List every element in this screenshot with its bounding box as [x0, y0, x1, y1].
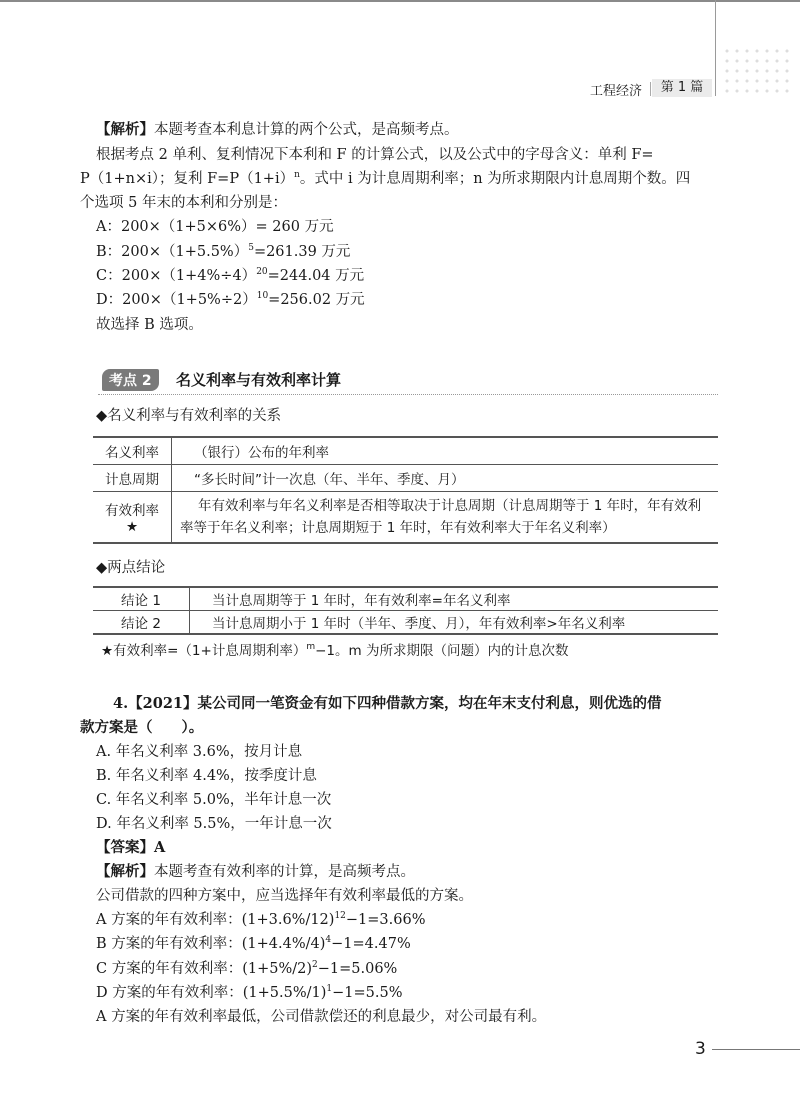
term-cell: 有效利率★ — [93, 491, 172, 543]
calc-result: −1=4.47% — [331, 936, 411, 952]
calc-result: −1=3.66% — [345, 912, 426, 928]
analysis-text-line: 个选项 5 年末的本利和分别是： — [80, 195, 287, 211]
analysis-intro-line — [96, 118, 459, 139]
calc-line — [96, 908, 426, 929]
question-option: C. 年名义利率 5.0%，半年计息一次 — [96, 792, 332, 808]
exponent: 20 — [256, 267, 268, 277]
question-stem: 款方案是（ ）。 — [80, 719, 204, 736]
exponent: n — [294, 170, 300, 180]
desc-cell: 当计息周期等于 1 年时，年有效利率=年名义利率 — [190, 587, 719, 610]
footnote-text: −1。m 为所求期限（问题）内的计息次数 — [315, 643, 569, 659]
analysis-label: 【解析】 — [96, 121, 154, 138]
formula-text: 。式中 i 为计息周期利率；n 为所求期限内计息周期个数。四 — [299, 171, 691, 187]
analysis-text-line: 公司借款的四种方案中，应当选择年有效利率最低的方案。 — [96, 888, 473, 904]
table-row — [93, 491, 718, 543]
header-vertical-rule — [715, 0, 716, 96]
calc-result: =261.39 万元 — [253, 244, 351, 260]
table-row — [93, 610, 718, 634]
desc-cell: 年有效利率与年名义利率是否相等取决于计息周期（计息周期等于 1 年时，年有效利率等于年名义利率；计息周期短于 1 年时，年有效利率大于年名义利率） — [172, 491, 719, 543]
option-calc — [96, 288, 365, 309]
desc-cell: （银行）公布的年利率 — [172, 437, 719, 464]
calc-result: −1=5.5% — [332, 985, 403, 1001]
analysis-label: 【解析】 — [96, 863, 154, 880]
answer-value: A — [154, 839, 166, 856]
analysis-intro: 本题考查本利息计算的两个公式，是高频考点。 — [154, 122, 459, 138]
exponent: 1 — [326, 984, 333, 994]
analysis-intro: 本题考查有效利率的计算，是高频考点。 — [154, 864, 415, 880]
calc-text: B：200×（1+5.5%） — [96, 244, 249, 260]
top-rule — [0, 0, 800, 2]
header-separator — [650, 82, 651, 96]
desc-cell: 当计息周期小于 1 年时（半年、季度、月），年有效利率>年名义利率 — [190, 610, 719, 634]
question-option: A. 年名义利率 3.6%，按月计息 — [96, 744, 303, 760]
exponent: m — [306, 642, 316, 652]
decorative-dot-grid — [722, 46, 792, 96]
term-cell: 计息周期 — [93, 464, 172, 491]
exponent: 4 — [325, 935, 332, 945]
exponent: 5 — [248, 243, 254, 253]
running-header-part: 第 1 篇 — [652, 79, 712, 97]
running-header-book: 工程经济 — [590, 84, 643, 99]
calc-text: A：200×（1+5×6%）= 260 万元 — [96, 219, 334, 235]
exponent: 2 — [312, 960, 318, 970]
calc-text: B 方案的年有效利率：(1+4.4%/4) — [96, 936, 326, 952]
option-calc — [96, 215, 334, 236]
calc-text: D 方案的年有效利率：(1+5.5%/1) — [96, 985, 327, 1001]
desc-cell: “多长时间”计一次息（年、半年、季度、月） — [172, 464, 719, 491]
table-row — [93, 464, 718, 491]
answer-label: 【答案】 — [96, 839, 154, 856]
footnote — [101, 639, 568, 659]
exponent: 10 — [256, 291, 269, 301]
analysis-intro-line — [96, 860, 415, 881]
analysis-conclusion: 故选择 B 选项。 — [96, 317, 203, 333]
calc-text: D：200×（1+5%÷2） — [96, 292, 257, 308]
page-number-rule — [712, 1049, 800, 1050]
calc-result: =244.04 万元 — [267, 268, 365, 284]
option-calc — [96, 240, 350, 261]
conclusions-table — [93, 586, 718, 635]
calc-result: =256.02 万元 — [268, 292, 365, 308]
calc-text: C 方案的年有效利率：(1+5%/2) — [96, 961, 313, 977]
calc-text: C：200×（1+4%÷4） — [96, 268, 257, 284]
calc-line — [96, 957, 397, 978]
page-number: 3 — [695, 1039, 706, 1059]
section-divider — [98, 394, 718, 395]
table-row — [93, 437, 718, 464]
analysis-text-line: 根据考点 2 单利、复利情况下本利和 F 的计算公式，以及公式中的字母含义：单利 F= — [96, 147, 654, 163]
relation-table — [93, 436, 718, 544]
option-calc — [96, 264, 364, 285]
calc-text: A 方案的年有效利率：(1+3.6%/12) — [96, 912, 335, 928]
calc-line — [96, 932, 411, 953]
section-badge: 考点 2 — [102, 369, 159, 391]
analysis-text-line — [80, 167, 690, 188]
formula-text: P（1+n×i）；复利 F=P（1+i） — [80, 171, 295, 187]
term-cell: 名义利率 — [93, 437, 172, 464]
section-title: 名义利率与有效利率计算 — [176, 371, 342, 389]
table-row — [93, 587, 718, 610]
answer-line — [96, 836, 165, 857]
calc-result: −1=5.06% — [317, 961, 398, 977]
footnote-text: ★有效利率=（1+计息周期利率） — [101, 643, 307, 659]
term-cell: 结论 1 — [93, 587, 190, 610]
term-cell: 结论 2 — [93, 610, 190, 634]
exponent: 12 — [334, 911, 346, 921]
analysis-final: A 方案的年有效利率最低，公司借款偿还的利息最少，对公司最有利。 — [96, 1009, 547, 1025]
question-option: D. 年名义利率 5.5%，一年计息一次 — [96, 816, 332, 832]
question-stem: 4.【2021】某公司同一笔资金有如下四种借款方案，均在年末支付利息，则优选的借 — [113, 695, 662, 712]
calc-line — [96, 981, 402, 1002]
question-option: B. 年名义利率 4.4%，按季度计息 — [96, 768, 317, 784]
conclusions-heading: ◆两点结论 — [96, 560, 166, 576]
relation-heading: ◆名义利率与有效利率的关系 — [96, 408, 282, 424]
